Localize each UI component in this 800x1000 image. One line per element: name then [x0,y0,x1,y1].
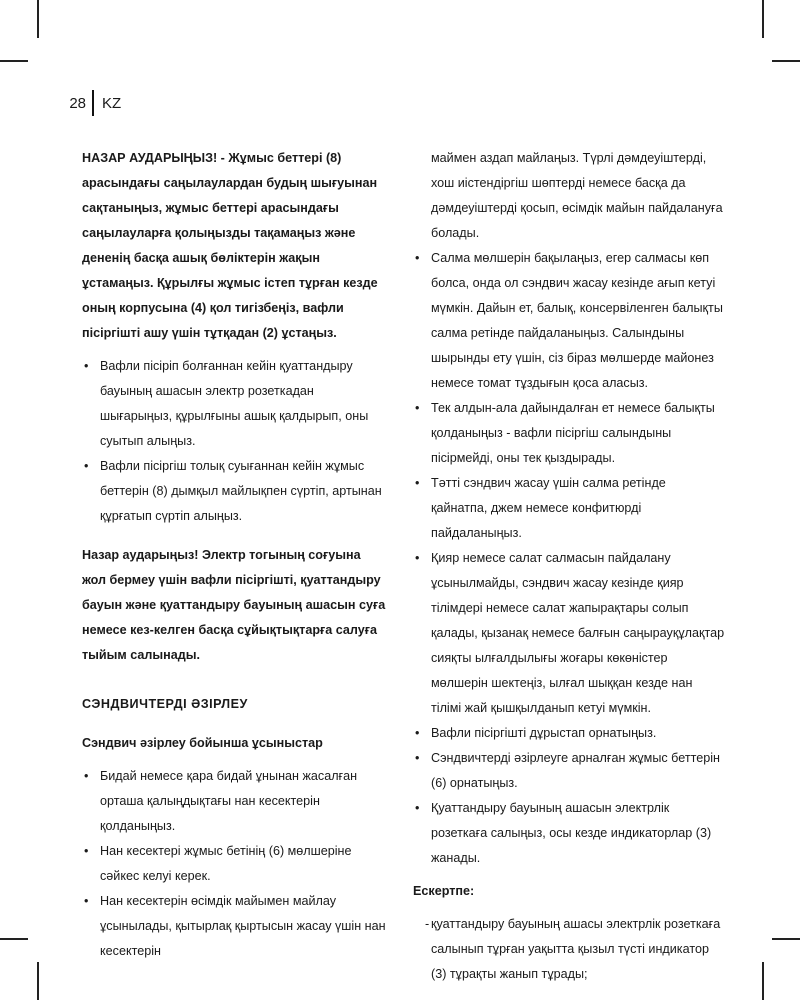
right-column [413,146,725,987]
list-item: • Бидай немесе қара бидай ұнынан жасалған орташа қалыңдықтағы нан кесектерін қолданыңыз. [84,769,358,833]
crop-mark [0,938,28,940]
continuation-text: маймен аздап майлаңыз. Түрлі дәмдеуіштерді, хош иістендіргіш шөптерді немесе басқа да дәмдеуіштерді қосып, өсімдік майын пайдалануға болады. [431,151,723,240]
list-item: • Салма мөлшерін бақылаңыз, егер салмасы көп болса, онда ол сэндвич жасау кезінде ағып кетуі мүмкін. Дайын ет, балық, консервіленген балықты салма ретінде пайдаланыңыз. Салындыны шырынды ету үшін, сіз біраз мөлшерде майонез немесе томат тұздығын қоса аласыз. [415,251,723,390]
list-item: • Нан кесектерін өсімдік майымен майлау ұсынылады, қытырлақ қыртысын жасау үшін нан кесектерін [84,894,386,958]
instructions-list [413,246,725,871]
cleaning-list [82,354,388,529]
list-item: • Қияр немесе салат салмасын пайдалану ұсынылмайды, сэндвич жасау кезінде қияр тілімдері немесе салат жапырақтары солып қалады, қызанақ немесе балғын саңырауқұлақтар сияқты ылғалдылығы жоғары көкөністер мөлшерін шектеңіз, ылғал шыққан кезде нан тілімі жай қышқылданып кетуі мүмкін. [415,551,725,715]
section-heading: СЭНДВИЧТЕРДІ ӘЗІРЛЕУ [82,697,248,711]
note-heading: Ескертпе: [413,884,475,898]
recommendations-list [82,764,388,964]
crop-mark [0,60,28,62]
safety-warning: НАЗАР АУДАРЫҢЫЗ! - Жұмыс беттері (8) арасындағы саңылаулардан будың шығуынан сақтаныңыз, жұмыс беттері арасындағы саңылауларға қолыңызды тақамаңыз және дененің басқа ашық бөліктерін жақын ұстамаңыз. Құрылғы жұмыс істеп тұрған кезде оның корпусына (4) қол тигізбеңіз, вафли пісіргішті ашу үшін тұтқадан (2) ұстаңыз. [82,151,378,340]
crop-mark [772,938,800,940]
notes-list [413,912,725,987]
left-column [82,146,388,964]
list-item: • Нан кесектері жұмыс бетінің (6) мөлшеріне сәйкес келуі керек. [84,844,352,883]
list-item: • Тек алдын-ала дайындалған ет немесе балықты қолданыңыз - вафли пісіргіш салындыны пісірмейді, оны тек қыздырады. [415,401,715,465]
page-number: 28 [69,94,86,112]
crop-mark [37,962,39,1000]
list-item: • Тәтті сэндвич жасау үшін салма ретінде қайнатпа, джем немесе конфитюрді пайдаланыңыз. [415,476,666,540]
electric-warning: Назар аударыңыз! Электр тогының соғуына жол бермеу үшін вафли пісіргішті, қуаттандыру бауын және қуаттандыру бауының ашасын суға немесе кез-келген басқа сұйықтықтарға салуға тыйым салынады. [82,548,386,662]
crop-mark [37,0,39,38]
list-item: • Вафли пісіргіш толық суығаннан кейін жұмыс беттерін (8) дымқыл майлықпен сүртіп, артынан құрғатып сүртіп алыңыз. [84,459,382,523]
list-item: • Қуаттандыру бауының ашасын электрлік розеткаға салыңыз, осы кезде индикаторлар (3) жанады. [415,801,712,865]
page-header [58,90,121,116]
list-item: • Вафли пісіргішті дұрыстап орнатыңыз. [415,726,657,740]
header-divider [92,90,94,116]
list-item: - қуаттандыру бауының ашасы электрлік розеткаға салынып тұрған уақытта қызыл түсті индикатор (3) тұрақты жанып тұрады; [425,917,721,981]
language-code: KZ [102,94,122,112]
crop-mark [762,0,764,38]
subheading: Сэндвич әзірлеу бойынша ұсыныстар [82,736,323,750]
list-item: • Сэндвичтерді әзірлеуге арналған жұмыс беттерін (6) орнатыңыз. [415,751,720,790]
crop-mark [772,60,800,62]
list-item: • Вафли пісіріп болғаннан кейін қуаттандыру бауының ашасын электр розеткадан шығарыңыз, құрылғыны ашық қалдырып, оны суытып алыңыз. [84,359,369,448]
crop-mark [762,962,764,1000]
